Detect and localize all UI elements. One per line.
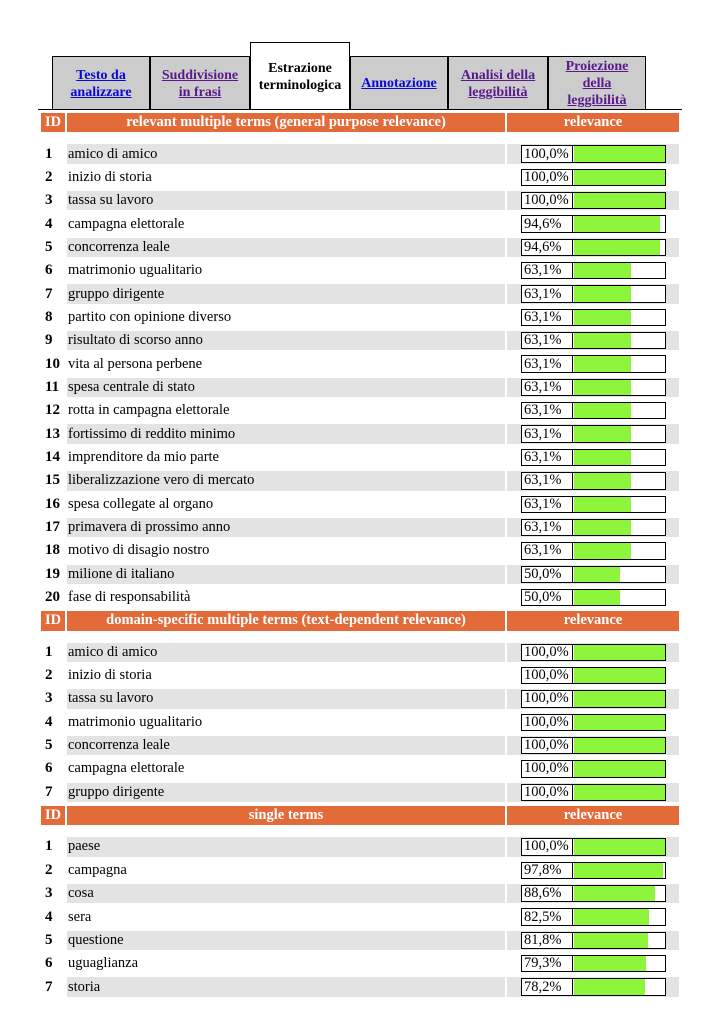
relevance-bar-fill (574, 263, 631, 278)
relevance-value: 78,2% (523, 979, 573, 994)
term-text: gruppo dirigente (67, 783, 505, 802)
term-text: matrimonio ugualitario (67, 261, 505, 280)
row-id: 1 (41, 643, 65, 662)
relevance-cell (507, 238, 679, 257)
row-id: 5 (41, 931, 65, 950)
table-row (41, 212, 681, 235)
row-id: 4 (41, 907, 65, 926)
row-id: 5 (41, 736, 65, 755)
relevance-cell (507, 713, 679, 732)
table-row (41, 781, 681, 804)
table-row (41, 282, 681, 305)
relevance-bar-fill (574, 310, 631, 325)
section-spacer (41, 633, 681, 641)
table-row (41, 563, 681, 586)
relevance-value: 100,0% (523, 193, 573, 208)
table-row (41, 236, 681, 259)
relevance-value: 100,0% (523, 839, 573, 854)
section-title: domain-specific multiple terms (text-dependent relevance) (67, 611, 505, 630)
relevance-value: 63,1% (523, 286, 573, 301)
table-row (41, 859, 681, 882)
relevance-cell (507, 168, 679, 187)
tab-testo-da-analizzare[interactable] (52, 56, 150, 110)
relevance-value: 100,0% (523, 691, 573, 706)
relevance-cell (507, 565, 679, 584)
terms-table (41, 111, 681, 999)
row-id: 3 (41, 191, 65, 210)
relevance-bar-fill (574, 520, 631, 535)
relevance-column-header: relevance (507, 806, 679, 825)
relevance-bar-fill (574, 286, 631, 301)
table-row (41, 516, 681, 539)
relevance-cell (507, 541, 679, 560)
relevance-cell (507, 954, 679, 973)
term-text: concorrenza leale (67, 238, 505, 257)
relevance-bar (521, 332, 666, 349)
relevance-cell (507, 666, 679, 685)
row-id: 14 (41, 448, 65, 467)
relevance-bar-fill (574, 863, 663, 878)
relevance-value: 88,6% (523, 886, 573, 901)
relevance-bar-fill (574, 761, 665, 776)
row-id: 17 (41, 518, 65, 537)
relevance-bar (521, 566, 666, 583)
term-text: amico di amico (67, 643, 505, 662)
relevance-bar-fill (574, 426, 631, 441)
table-row (41, 687, 681, 710)
term-text: amico di amico (67, 144, 505, 163)
relevance-bar-fill (574, 691, 665, 706)
relevance-value: 63,1% (523, 310, 573, 325)
relevance-bar-fill (574, 543, 631, 558)
relevance-bar (521, 449, 666, 466)
section-spacer (41, 827, 681, 835)
tab-label[interactable]: Suddivisione in frasi (161, 67, 239, 100)
term-text: risultato di scorso anno (67, 331, 505, 350)
table-row (41, 166, 681, 189)
row-id: 13 (41, 424, 65, 443)
table-row (41, 446, 681, 469)
tab-label[interactable]: Analisi della leggibilità (460, 67, 536, 100)
relevance-bar (521, 932, 666, 949)
relevance-value: 63,1% (523, 426, 573, 441)
table-row (41, 929, 681, 952)
row-id: 5 (41, 238, 65, 257)
term-text: matrimonio ugualitario (67, 713, 505, 732)
table-row (41, 306, 681, 329)
relevance-bar (521, 862, 666, 879)
relevance-value: 100,0% (523, 761, 573, 776)
relevance-bar (521, 714, 666, 731)
term-text: imprenditore da mio parte (67, 448, 505, 467)
relevance-cell (507, 191, 679, 210)
relevance-cell (507, 837, 679, 856)
relevance-value: 100,0% (523, 785, 573, 800)
tab-annotazione[interactable] (350, 56, 448, 110)
term-text: cosa (67, 884, 505, 903)
relevance-bar (521, 760, 666, 777)
id-column-header: ID (41, 611, 65, 630)
relevance-bar (521, 885, 666, 902)
tab-suddivisione-in-frasi[interactable] (150, 56, 250, 110)
relevance-cell (507, 214, 679, 233)
relevance-bar-fill (574, 886, 655, 901)
term-text: milione di italiano (67, 565, 505, 584)
relevance-bar-fill (574, 333, 631, 348)
relevance-value: 100,0% (523, 715, 573, 730)
relevance-bar (521, 472, 666, 489)
relevance-bar (521, 285, 666, 302)
table-row (41, 539, 681, 562)
section-header (41, 111, 681, 134)
relevance-bar (521, 589, 666, 606)
table-row (41, 469, 681, 492)
relevance-bar (521, 262, 666, 279)
relevance-bar-fill (574, 497, 631, 512)
relevance-cell (507, 736, 679, 755)
relevance-cell (507, 689, 679, 708)
row-id: 20 (41, 588, 65, 607)
relevance-value: 63,1% (523, 333, 573, 348)
row-id: 4 (41, 713, 65, 732)
relevance-bar (521, 978, 666, 995)
relevance-bar (521, 784, 666, 801)
term-text: vita al persona perbene (67, 354, 505, 373)
row-id: 3 (41, 689, 65, 708)
term-text: spesa collegate al organo (67, 495, 505, 514)
relevance-bar-fill (574, 979, 645, 994)
table-row (41, 711, 681, 734)
relevance-value: 94,6% (523, 216, 573, 231)
row-id: 15 (41, 471, 65, 490)
relevance-value: 50,0% (523, 590, 573, 605)
relevance-cell (507, 261, 679, 280)
row-id: 1 (41, 144, 65, 163)
term-text: questione (67, 931, 505, 950)
row-id: 12 (41, 401, 65, 420)
relevance-bar-fill (574, 715, 665, 730)
table-row (41, 664, 681, 687)
tab-bar (52, 42, 648, 110)
relevance-cell (507, 931, 679, 950)
row-id: 19 (41, 565, 65, 584)
row-id: 2 (41, 666, 65, 685)
section-header (41, 804, 681, 827)
row-id: 3 (41, 884, 65, 903)
relevance-bar-fill (574, 403, 631, 418)
tab-label[interactable]: Testo da analizzare (70, 67, 132, 100)
row-id: 7 (41, 284, 65, 303)
relevance-bar (521, 169, 666, 186)
table-row (41, 835, 681, 858)
table-row (41, 329, 681, 352)
relevance-value: 100,0% (523, 738, 573, 753)
relevance-cell (507, 588, 679, 607)
section-title: single terms (67, 806, 505, 825)
term-text: paese (67, 837, 505, 856)
term-text: sera (67, 907, 505, 926)
relevance-bar-fill (574, 216, 660, 231)
relevance-value: 63,1% (523, 356, 573, 371)
relevance-bar (521, 355, 666, 372)
table-row (41, 259, 681, 282)
relevance-value: 63,1% (523, 450, 573, 465)
table-row (41, 641, 681, 664)
relevance-bar-fill (574, 839, 665, 854)
relevance-column-header: relevance (507, 113, 679, 132)
term-text: primavera di prossimo anno (67, 518, 505, 537)
table-row (41, 734, 681, 757)
relevance-cell (507, 144, 679, 163)
term-text: inizio di storia (67, 168, 505, 187)
relevance-bar (521, 908, 666, 925)
tab-label[interactable]: Proiezione della leggibilità (565, 59, 629, 108)
table-row (41, 352, 681, 375)
row-id: 18 (41, 541, 65, 560)
section-header (41, 609, 681, 632)
relevance-bar-fill (574, 380, 631, 395)
term-text: uguaglianza (67, 954, 505, 973)
table-row (41, 757, 681, 780)
relevance-bar (521, 239, 666, 256)
relevance-bar-fill (574, 738, 665, 753)
relevance-value: 63,1% (523, 403, 573, 418)
relevance-value: 63,1% (523, 543, 573, 558)
tab-label[interactable]: Annotazione (361, 76, 437, 91)
section-title: relevant multiple terms (general purpose relevance) (67, 113, 505, 132)
table-row (41, 422, 681, 445)
term-text: tassa su lavoro (67, 191, 505, 210)
relevance-bar (521, 542, 666, 559)
row-id: 7 (41, 977, 65, 996)
term-text: gruppo dirigente (67, 284, 505, 303)
table-row (41, 905, 681, 928)
relevance-cell (507, 884, 679, 903)
tab-label: Estrazione terminologica (258, 60, 342, 93)
relevance-bar-fill (574, 785, 665, 800)
relevance-cell (507, 861, 679, 880)
relevance-cell (507, 354, 679, 373)
relevance-value: 82,5% (523, 909, 573, 924)
table-row (41, 399, 681, 422)
relevance-value: 100,0% (523, 645, 573, 660)
relevance-cell (507, 424, 679, 443)
relevance-bar-fill (574, 668, 665, 683)
relevance-cell (507, 378, 679, 397)
relevance-bar (521, 402, 666, 419)
relevance-bar (521, 737, 666, 754)
relevance-column-header: relevance (507, 611, 679, 630)
table-row (41, 142, 681, 165)
row-id: 2 (41, 168, 65, 187)
relevance-bar (521, 955, 666, 972)
relevance-cell (507, 759, 679, 778)
relevance-value: 63,1% (523, 380, 573, 395)
relevance-bar (521, 690, 666, 707)
relevance-value: 81,8% (523, 933, 573, 948)
tab-analisi-leggibilita[interactable] (448, 56, 548, 110)
row-id: 16 (41, 495, 65, 514)
id-column-header: ID (41, 113, 65, 132)
relevance-bar (521, 496, 666, 513)
row-id: 6 (41, 954, 65, 973)
relevance-value: 100,0% (523, 668, 573, 683)
relevance-cell (507, 783, 679, 802)
term-text: campagna (67, 861, 505, 880)
row-id: 9 (41, 331, 65, 350)
relevance-value: 63,1% (523, 473, 573, 488)
row-id: 6 (41, 759, 65, 778)
term-text: rotta in campagna elettorale (67, 401, 505, 420)
relevance-bar-fill (574, 450, 631, 465)
term-text: campagna elettorale (67, 759, 505, 778)
row-id: 11 (41, 378, 65, 397)
relevance-value: 100,0% (523, 170, 573, 185)
relevance-bar-fill (574, 356, 631, 371)
relevance-value: 63,1% (523, 497, 573, 512)
relevance-cell (507, 907, 679, 926)
section-spacer (41, 134, 681, 142)
row-id: 4 (41, 214, 65, 233)
relevance-value: 79,3% (523, 956, 573, 971)
term-text: concorrenza leale (67, 736, 505, 755)
relevance-bar-fill (574, 473, 631, 488)
relevance-bar (521, 519, 666, 536)
row-id: 10 (41, 354, 65, 373)
relevance-bar (521, 215, 666, 232)
term-text: motivo di disagio nostro (67, 541, 505, 560)
term-text: fortissimo di reddito minimo (67, 424, 505, 443)
row-id: 1 (41, 837, 65, 856)
term-text: tassa su lavoro (67, 689, 505, 708)
relevance-value: 97,8% (523, 863, 573, 878)
relevance-bar-fill (574, 933, 648, 948)
relevance-bar (521, 425, 666, 442)
tab-bar-underline (38, 109, 682, 110)
term-text: liberalizzazione vero di mercato (67, 471, 505, 490)
relevance-bar-fill (574, 645, 665, 660)
table-row (41, 882, 681, 905)
relevance-cell (507, 284, 679, 303)
relevance-bar (521, 145, 666, 162)
relevance-bar-fill (574, 170, 665, 185)
relevance-bar (521, 644, 666, 661)
tab-proiezione-leggibilita[interactable] (548, 56, 646, 110)
relevance-bar (521, 838, 666, 855)
relevance-value: 63,1% (523, 263, 573, 278)
relevance-bar (521, 309, 666, 326)
relevance-bar-fill (574, 956, 646, 971)
term-text: spesa centrale di stato (67, 378, 505, 397)
relevance-bar-fill (574, 909, 649, 924)
table-row (41, 376, 681, 399)
relevance-bar-fill (574, 590, 620, 605)
relevance-cell (507, 401, 679, 420)
term-text: campagna elettorale (67, 214, 505, 233)
relevance-cell (507, 448, 679, 467)
row-id: 2 (41, 861, 65, 880)
relevance-cell (507, 308, 679, 327)
relevance-cell (507, 495, 679, 514)
table-row (41, 975, 681, 998)
relevance-bar-fill (574, 240, 660, 255)
term-text: storia (67, 977, 505, 996)
row-id: 7 (41, 783, 65, 802)
term-text: inizio di storia (67, 666, 505, 685)
relevance-bar-fill (574, 146, 665, 161)
relevance-bar (521, 379, 666, 396)
term-text: partito con opinione diverso (67, 308, 505, 327)
relevance-value: 100,0% (523, 146, 573, 161)
row-id: 6 (41, 261, 65, 280)
row-id: 8 (41, 308, 65, 327)
term-text: fase di responsabilità (67, 588, 505, 607)
relevance-cell (507, 643, 679, 662)
relevance-bar (521, 667, 666, 684)
relevance-value: 50,0% (523, 567, 573, 582)
table-row (41, 586, 681, 609)
table-row (41, 493, 681, 516)
relevance-value: 94,6% (523, 240, 573, 255)
relevance-value: 63,1% (523, 520, 573, 535)
relevance-cell (507, 471, 679, 490)
relevance-cell (507, 977, 679, 996)
id-column-header: ID (41, 806, 65, 825)
relevance-bar (521, 192, 666, 209)
table-row (41, 952, 681, 975)
relevance-cell (507, 331, 679, 350)
relevance-bar-fill (574, 567, 620, 582)
table-row (41, 189, 681, 212)
tab-estrazione-terminologica[interactable] (250, 42, 350, 110)
relevance-bar-fill (574, 193, 665, 208)
relevance-cell (507, 518, 679, 537)
